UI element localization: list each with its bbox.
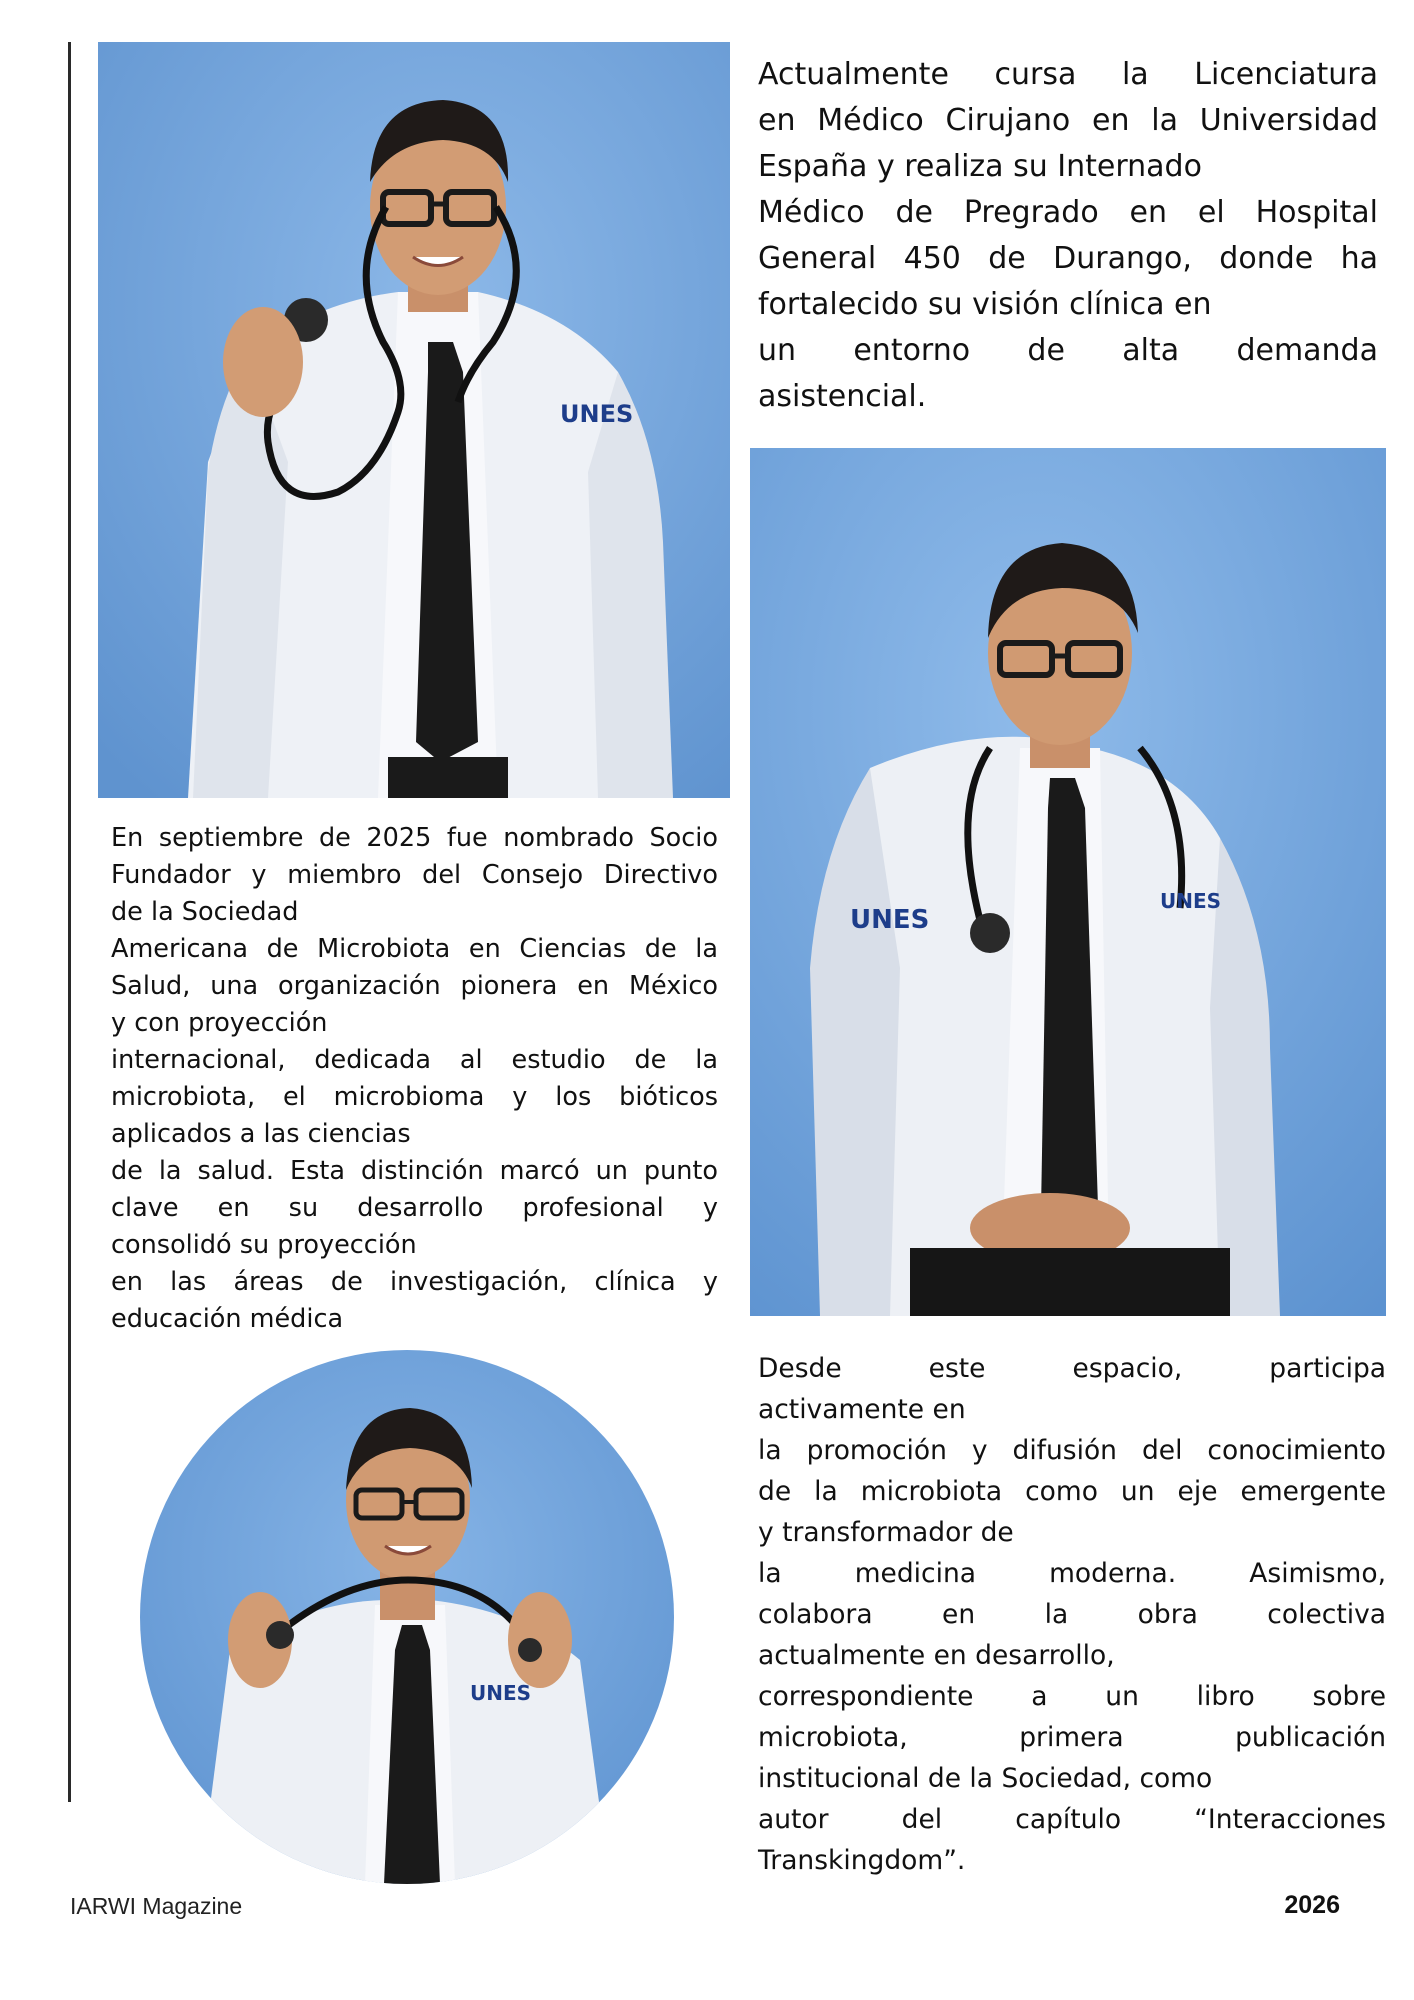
photo-doctor-standing <box>98 42 730 798</box>
text-line: activamente en <box>758 1394 966 1425</box>
text-line: Transkingdom”. <box>758 1845 966 1876</box>
text-line: de la salud. Esta distinción marcó un punto <box>111 1156 718 1186</box>
text-line: internacional, dedicada al estudio de la <box>111 1045 718 1075</box>
issue-year: 2026 <box>1284 1891 1340 1919</box>
text-line: aplicados a las ciencias <box>111 1119 411 1149</box>
text-line: Médico de Pregrado en el Hospital <box>758 195 1378 230</box>
text-line: y con proyección <box>111 1008 328 1038</box>
text-line: En septiembre de 2025 fue nombrado Socio <box>111 823 718 853</box>
text-line: fortalecido su visión clínica en <box>758 287 1212 322</box>
text-line: colabora en la obra colectiva <box>758 1599 1386 1630</box>
text-block-top <box>758 52 1378 420</box>
text-line: General 450 de Durango, donde ha <box>758 241 1378 276</box>
text-line: un entorno de alta demanda <box>758 333 1378 368</box>
text-line: en Médico Cirujano en la Universidad <box>758 103 1378 138</box>
text-line: la medicina moderna. Asimismo, <box>758 1558 1386 1589</box>
coat-logo-left: UNES <box>850 905 930 935</box>
text-line: en las áreas de investigación, clínica y <box>111 1267 718 1297</box>
photo-doctor-seated <box>750 448 1386 1316</box>
text-line: autor del capítulo “Interacciones <box>758 1804 1386 1835</box>
text-line: microbiota, el microbioma y los bióticos <box>111 1082 718 1112</box>
text-line: Desde este espacio, participa <box>758 1353 1386 1384</box>
photo-doctor-circle <box>140 1350 674 1884</box>
text-line: de la microbiota como un eje emergente <box>758 1476 1386 1507</box>
text-block-middle <box>111 820 718 1338</box>
text-line: Salud, una organización pionera en México <box>111 971 718 1001</box>
text-line: Actualmente cursa la Licenciatura <box>758 57 1378 92</box>
coat-logo-text: UNES <box>560 400 634 428</box>
text-line: España y realiza su Internado <box>758 149 1202 184</box>
coat-logo-circle: UNES <box>470 1681 532 1705</box>
magazine-name: IARWI Magazine <box>70 1893 243 1919</box>
text-line: institucional de la Sociedad, como <box>758 1763 1213 1794</box>
text-line: microbiota, primera publicación <box>758 1722 1386 1753</box>
text-line: clave en su desarrollo profesional y <box>111 1193 718 1223</box>
text-line: Fundador y miembro del Consejo Directivo <box>111 860 718 890</box>
text-block-bottom <box>758 1348 1386 1881</box>
text-line: asistencial. <box>758 379 927 414</box>
text-line: de la Sociedad <box>111 897 299 927</box>
text-line: correspondiente a un libro sobre <box>758 1681 1386 1712</box>
text-line: actualmente en desarrollo, <box>758 1640 1115 1671</box>
text-line: y transformador de <box>758 1517 1014 1548</box>
text-line: la promoción y difusión del conocimiento <box>758 1435 1386 1466</box>
text-line: consolidó su proyección <box>111 1230 417 1260</box>
text-line: educación médica <box>111 1304 344 1334</box>
text-line: Americana de Microbiota en Ciencias de la <box>111 934 718 964</box>
coat-logo-right: UNES <box>1160 889 1222 913</box>
vertical-rule <box>68 42 71 1802</box>
